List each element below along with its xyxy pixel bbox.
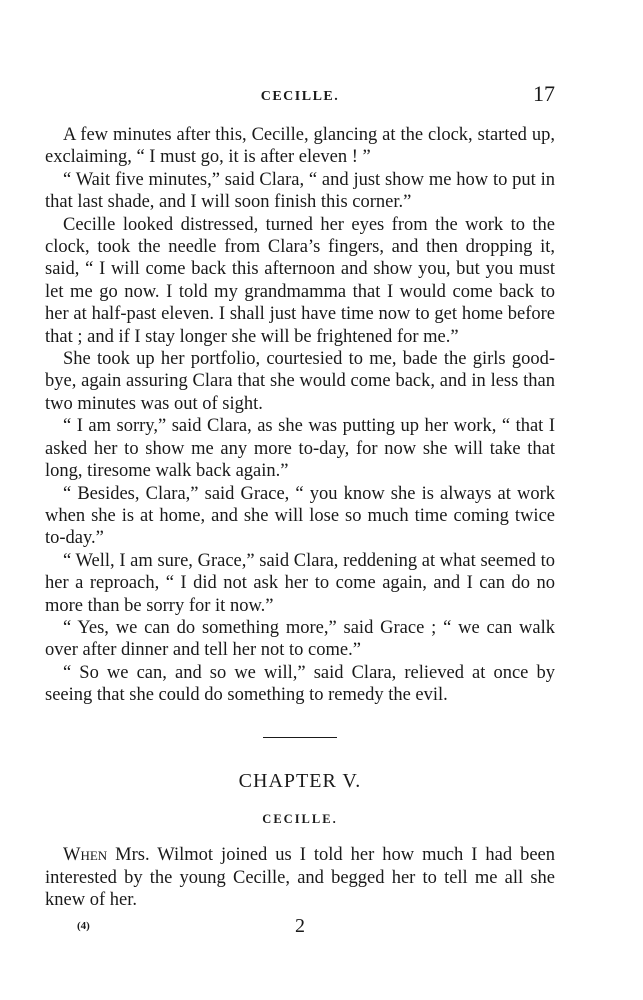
chapter-first-word: When <box>63 845 108 866</box>
signature-number: 2 <box>295 914 305 937</box>
page-header <box>45 80 555 114</box>
chapter-subtitle: CECILLE. <box>262 811 338 826</box>
section-divider <box>263 737 337 738</box>
page-number: 17 <box>533 81 555 106</box>
paragraph: “ So we can, and so we will,” said Clara, relieved at once by seeing that she could do something to remedy the evil. <box>45 662 555 706</box>
body-text <box>45 124 555 912</box>
paragraph: “ I am sorry,” said Clara, as she was putting up her work, “ that I asked her to show me any more to-day, for now she will take that long, tiresome walk back again.” <box>45 416 555 482</box>
chapter-first-paragraph <box>45 844 555 911</box>
paragraph: A few minutes after this, Cecille, glancing at the clock, started up, exclaiming, “ I must go, it is after eleven ! ” <box>45 125 555 168</box>
running-head: CECILLE. <box>260 89 340 104</box>
paragraph: Cecille looked distressed, turned her eyes from the work to the clock, took the needle from Clara’s fingers, and then dropping it, said, “ I will come back this afternoon and show you, but you must let me go now. I told my grandmamma that I would come back to her at half-past eleven. I shall just have time now to get home before that ; and if I stay longer she will be frightened for me.” <box>45 214 555 347</box>
paragraph: “ Wait five minutes,” said Clara, “ and just show me how to put in that last shade, and I will soon finish this corner.” <box>45 169 555 213</box>
paragraph: “ Besides, Clara,” said Grace, “ you know she is always at work when she is at home, and she will lose so much time coming twice to-day.” <box>45 483 555 549</box>
chapter-first-paragraph-text: Mrs. Wilmot joined us I told her how much I had been interested by the young Cecille, and begged her to tell me all she knew of her. <box>45 845 555 911</box>
signature-mark: (4) <box>77 919 90 932</box>
book-page <box>45 80 555 948</box>
page-footer <box>45 914 555 948</box>
paragraph: “ Well, I am sure, Grace,” said Clara, reddening at what seemed to her a reproach, “ I did not ask her to come again, and I can do no more than be sorry for it now.” <box>45 550 555 616</box>
paragraph: She took up her portfolio, courtesied to me, bade the girls good-bye, again assuring Clara that she would come back, and in less than two minutes was out of sight. <box>45 349 555 414</box>
chapter-title: CHAPTER V. <box>238 769 362 792</box>
paragraph: “ Yes, we can do something more,” said Grace ; “ we can walk over after dinner and tell her not to come.” <box>45 617 555 661</box>
